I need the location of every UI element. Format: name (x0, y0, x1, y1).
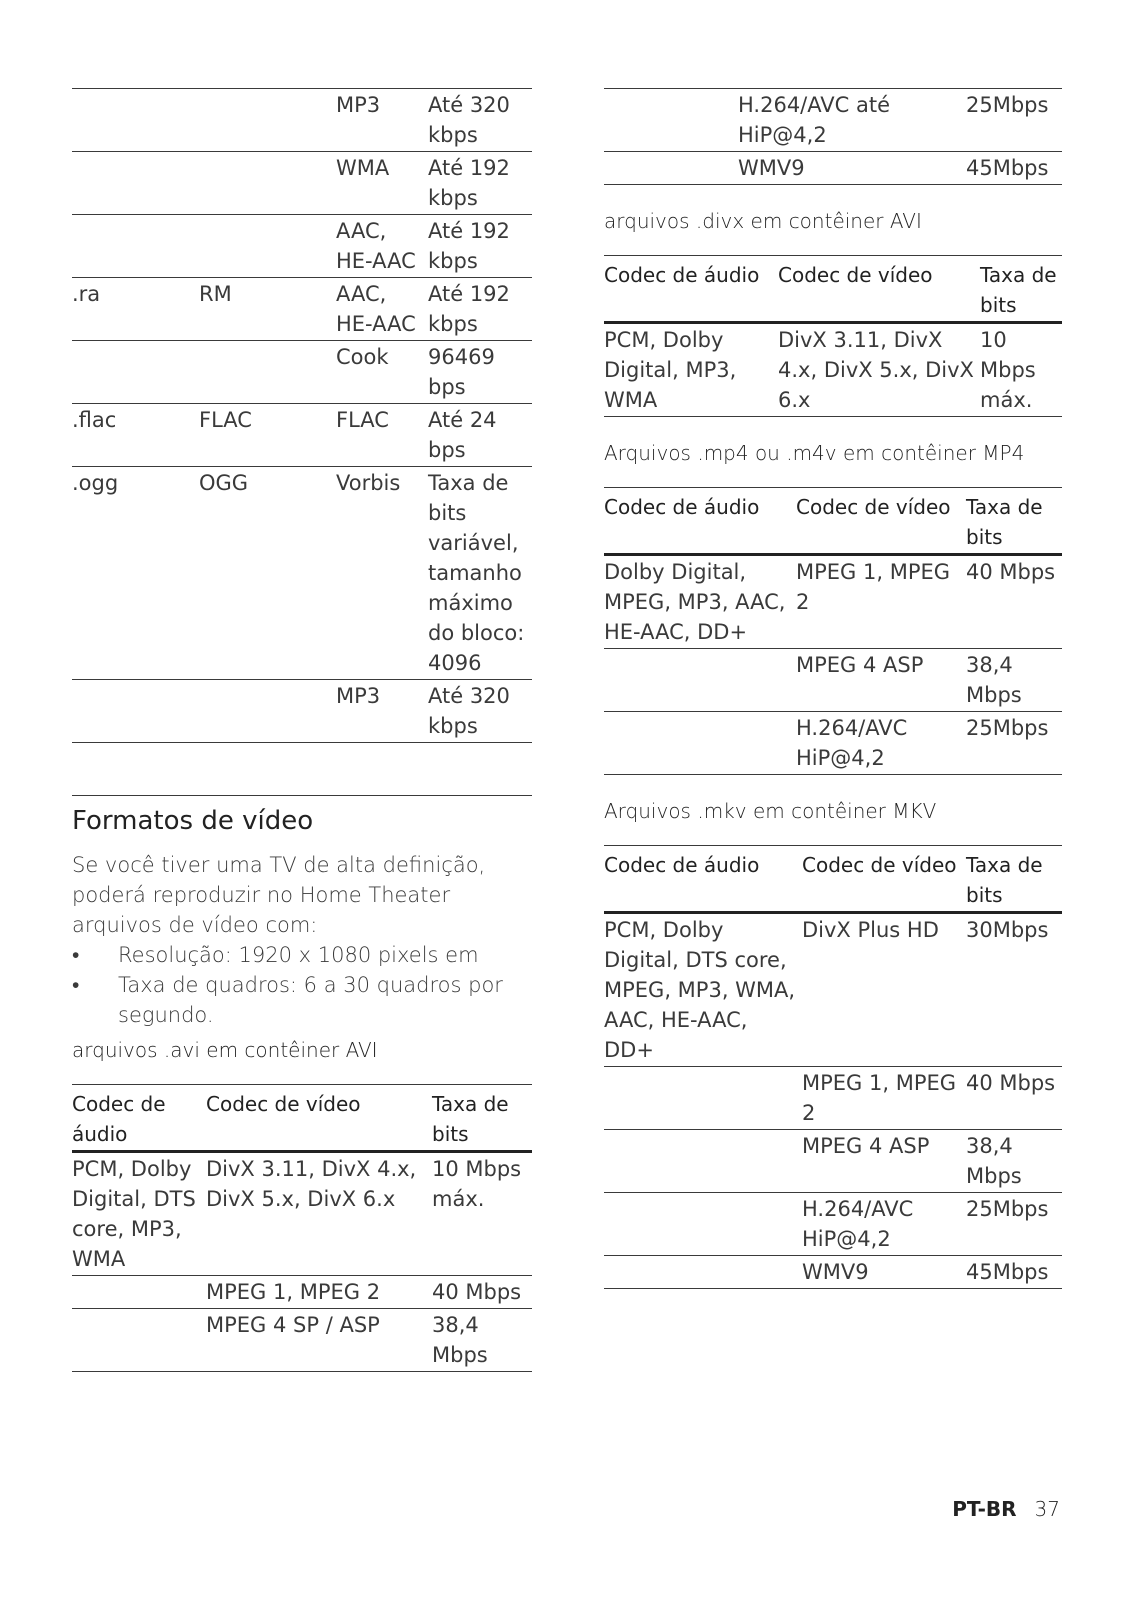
table-cell: PCM, Dolby Digital, DTS core, MPEG, MP3, WMA, AAC, HE-AAC, DD+ (604, 918, 796, 1062)
table-cell (72, 1276, 206, 1309)
table-cell: 38,4 Mbps (966, 1134, 1022, 1188)
table-cell: 25Mbps (966, 716, 1049, 740)
table-row (72, 1152, 532, 1276)
table-row (72, 89, 532, 152)
audio-formats-table (72, 88, 532, 743)
table-cell: 25Mbps (966, 1197, 1049, 1221)
header-audio-codec: Codec de áudio (604, 853, 760, 877)
table-cell: 40 Mbps (432, 1280, 522, 1304)
header-video-codec: Codec de vídeo (802, 853, 957, 877)
table-header-row (604, 488, 1062, 555)
table-cell: WMA (336, 156, 390, 180)
continued-video-body (604, 89, 1062, 185)
table-cell: Até 320 kbps (428, 93, 510, 147)
table-cell (199, 680, 336, 743)
header-video-codec: Codec de vídeo (778, 263, 933, 287)
table-row (604, 1193, 1062, 1256)
table-row (604, 152, 1062, 185)
table-cell: Taxa de bits variável, tamanho máximo do bloco: 4096 (428, 471, 525, 675)
mkv-section-title: Arquivos .mkv em contêiner MKV (604, 799, 937, 823)
table-cell: FLAC (336, 408, 389, 432)
table-cell: 10 Mbps máx. (980, 328, 1036, 412)
table-header-row (604, 256, 1062, 323)
table-cell: Vorbis (336, 471, 401, 495)
mkv-table (604, 845, 1062, 1289)
header-video-codec: Codec de vídeo (796, 495, 951, 519)
table-cell: 45Mbps (966, 156, 1049, 180)
table-cell: DivX 3.11, DivX 4.x, DivX 5.x, DivX 6.x (206, 1157, 417, 1211)
table-cell: PCM, Dolby Digital, DTS core, MP3, WMA (72, 1157, 196, 1271)
table-cell (604, 89, 738, 152)
header-audio-codec: Codec de áudio (604, 263, 760, 287)
header-bitrate: Taxa de bits (980, 263, 1057, 317)
table-cell: 96469 bps (428, 345, 495, 399)
avi-table-body (72, 1152, 532, 1372)
table-cell: Até 192 kbps (428, 219, 510, 273)
table-row (72, 1309, 532, 1372)
table-cell: DivX 3.11, DivX 4.x, DivX 5.x, DivX 6.x (778, 328, 974, 412)
avi-section-title: arquivos .avi em contêiner AVI (72, 1038, 378, 1062)
divx-table (604, 255, 1062, 417)
table-cell (604, 1256, 802, 1289)
table-row (604, 913, 1062, 1067)
table-row (72, 152, 532, 215)
left-column (72, 88, 532, 1372)
table-cell (72, 215, 199, 278)
table-cell (199, 152, 336, 215)
table-cell: Até 320 kbps (428, 684, 510, 738)
table-cell: H.264/AVC HiP@4,2 (796, 716, 908, 770)
table-row (72, 467, 532, 680)
audio-formats-body (72, 89, 532, 743)
table-row (604, 649, 1062, 712)
table-header-row (604, 846, 1062, 913)
table-cell (604, 1193, 802, 1256)
table-cell: 38,4 Mbps (432, 1313, 488, 1367)
table-cell: MPEG 4 ASP (802, 1134, 930, 1158)
table-row (604, 1256, 1062, 1289)
header-bitrate: Taxa de bits (432, 1092, 509, 1146)
table-cell: .ogg (72, 471, 119, 495)
table-cell: FLAC (199, 408, 252, 432)
table-cell: .ra (72, 282, 101, 306)
table-row (72, 341, 532, 404)
table-cell: Cook (336, 345, 389, 369)
table-row (72, 278, 532, 341)
mkv-table-body (604, 913, 1062, 1289)
table-cell: MPEG 4 ASP (796, 653, 924, 677)
table-cell: H.264/AVC HiP@4,2 (802, 1197, 914, 1251)
divx-section-title: arquivos .divx em contêiner AVI (604, 209, 922, 233)
page-footer (952, 1497, 1060, 1521)
table-row (604, 555, 1062, 649)
table-row (72, 215, 532, 278)
table-cell: AAC, HE-AAC (336, 282, 416, 336)
table-cell: .flac (72, 408, 117, 432)
table-cell (199, 215, 336, 278)
header-bitrate: Taxa de bits (966, 495, 1043, 549)
table-cell (604, 649, 796, 712)
mp4-table-body (604, 555, 1062, 775)
language-code: PT-BR (952, 1497, 1017, 1521)
table-cell: PCM, Dolby Digital, MP3, WMA (604, 328, 737, 412)
table-cell: WMV9 (738, 156, 805, 180)
mp4-section-title: Arquivos .mp4 ou .m4v em contêiner MP4 (604, 441, 1025, 465)
list-item: • Resolução: 1920 x 1080 pixels em (72, 940, 532, 970)
table-row (72, 404, 532, 467)
table-row (604, 1067, 1062, 1130)
table-cell (604, 1130, 802, 1193)
table-cell: MPEG 1, MPEG 2 (802, 1071, 957, 1125)
table-cell: WMV9 (802, 1260, 869, 1284)
divx-table-body (604, 323, 1062, 417)
table-cell: H.264/AVC até HiP@4,2 (738, 93, 891, 147)
video-formats-heading: Formatos de vídeo (72, 806, 314, 836)
table-row (604, 712, 1062, 775)
header-audio-codec: Codec de áudio (604, 495, 760, 519)
table-cell (604, 712, 796, 775)
table-cell: 40 Mbps (966, 560, 1056, 584)
list-item: • Taxa de quadros: 6 a 30 quadros por segundo. (72, 970, 532, 1030)
table-cell: OGG (199, 471, 249, 495)
table-cell: 45Mbps (966, 1260, 1049, 1284)
table-header-row (72, 1085, 532, 1152)
table-cell: Até 24 bps (428, 408, 497, 462)
table-cell: RM (199, 282, 232, 306)
header-audio-codec: Codec de áudio (72, 1092, 166, 1146)
table-cell (72, 152, 199, 215)
table-row (604, 1130, 1062, 1193)
table-cell (199, 89, 336, 152)
table-cell: MPEG 1, MPEG 2 (206, 1280, 381, 1304)
page-number: 37 (1034, 1497, 1060, 1521)
table-cell: MPEG 1, MPEG 2 (796, 560, 951, 614)
table-cell: 40 Mbps (966, 1071, 1056, 1095)
table-cell: 10 Mbps máx. (432, 1157, 522, 1211)
table-cell (72, 341, 199, 404)
video-requirements-list (72, 940, 532, 1030)
table-row (604, 89, 1062, 152)
table-cell: AAC, HE-AAC (336, 219, 416, 273)
table-cell: 25Mbps (966, 93, 1049, 117)
table-row (72, 680, 532, 743)
table-row (72, 1276, 532, 1309)
table-cell (72, 680, 199, 743)
table-cell: DivX Plus HD (802, 918, 939, 942)
table-cell: Até 192 kbps (428, 156, 510, 210)
table-cell (604, 1067, 802, 1130)
table-cell (72, 1309, 206, 1372)
header-bitrate: Taxa de bits (966, 853, 1043, 907)
table-cell: MPEG 4 SP / ASP (206, 1313, 380, 1337)
video-formats-intro: Se você tiver uma TV de alta definição, poderá reproduzir no Home Theater arquivos de vídeo com: (72, 853, 486, 937)
table-cell: MP3 (336, 93, 381, 117)
table-cell: Dolby Digital, MPEG, MP3, AAC, HE-AAC, DD+ (604, 560, 786, 644)
right-column (604, 88, 1062, 1289)
mp4-table (604, 487, 1062, 775)
table-row (604, 323, 1062, 417)
header-video-codec: Codec de vídeo (206, 1092, 361, 1116)
table-cell: MP3 (336, 684, 381, 708)
continued-video-table (604, 88, 1062, 185)
table-cell: Até 192 kbps (428, 282, 510, 336)
table-cell (72, 89, 199, 152)
avi-table (72, 1084, 532, 1372)
table-cell: 38,4 Mbps (966, 653, 1022, 707)
table-cell (604, 152, 738, 185)
table-cell: 30Mbps (966, 918, 1049, 942)
table-cell (199, 341, 336, 404)
